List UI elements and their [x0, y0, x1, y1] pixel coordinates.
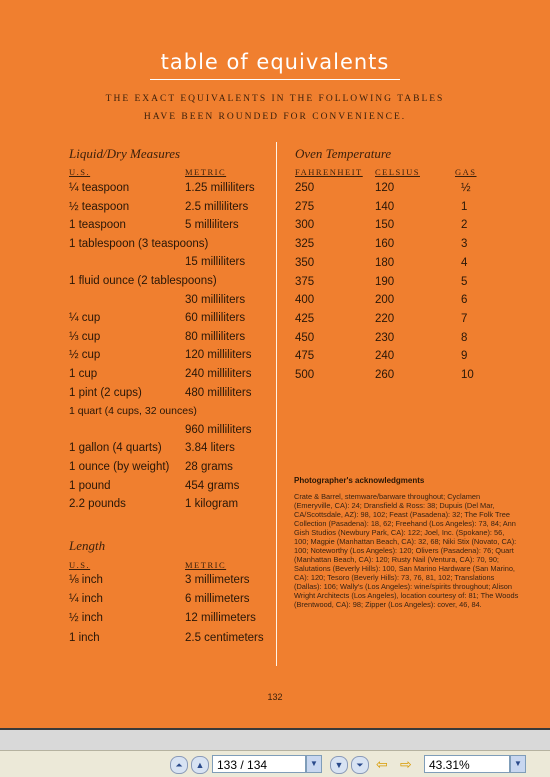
liquid-us-cell: 1 fluid ounce (2 tablespoons) — [69, 275, 217, 287]
forward-arrow-icon[interactable]: ⇨ — [400, 756, 412, 772]
page-number: 132 — [267, 692, 283, 702]
oven-celsius-cell: 120 — [375, 182, 395, 194]
page-title: table of equivalents — [160, 50, 390, 74]
viewer-toolbar — [0, 750, 550, 777]
oven-fahrenheit-cell: 325 — [295, 238, 315, 251]
oven-fahrenheit-cell: 250 — [295, 182, 315, 194]
column-divider — [276, 142, 277, 666]
previous-page-icon[interactable]: ▲ — [191, 756, 209, 774]
oven-fahrenheit-cell: 275 — [295, 200, 315, 213]
oven-gas-cell: 5 — [461, 275, 468, 288]
oven-gas-cell: 2 — [461, 219, 468, 232]
liquid-dry-heading: Liquid/Dry Measures — [69, 146, 181, 161]
page-dropdown-icon[interactable]: ▼ — [306, 755, 322, 773]
oven-celsius-cell: 260 — [375, 369, 395, 381]
liquid-us-cell: ½ cup — [69, 349, 101, 362]
oven-fahrenheit-cell: 500 — [295, 369, 315, 381]
liquid-metric-cell: 480 milliliters — [185, 386, 252, 399]
oven-gas-cell: 1 — [461, 200, 468, 213]
length-us-cell: ¼ inch — [69, 593, 103, 606]
liquid-us-cell: 1 ounce (by weight) — [69, 461, 170, 473]
oven-gas-cell: 10 — [461, 369, 474, 381]
oven-celsius-cell: 160 — [375, 238, 395, 251]
liquid-metric-cell: 5 milliliters — [185, 219, 239, 232]
liquid-us-cell: 1 quart (4 cups, 32 ounces) — [69, 405, 197, 418]
oven-col-fahrenheit: FAHRENHEIT — [295, 167, 363, 177]
page-number-input[interactable]: 133 / 134 — [212, 755, 306, 773]
oven-fahrenheit-cell: 425 — [295, 312, 315, 325]
liquid-metric-cell: 60 milliliters — [185, 312, 246, 325]
oven-gas-cell: ½ — [461, 182, 471, 194]
first-page-icon[interactable]: ⏶ — [170, 756, 188, 774]
length-metric-cell: 6 millimeters — [185, 593, 250, 606]
liquid-col-metric: METRIC — [185, 167, 227, 177]
length-us-cell: ⅛ inch — [69, 574, 103, 586]
liquid-us-cell: ½ teaspoon — [69, 200, 130, 213]
liquid-us-cell: 1 gallon (4 quarts) — [69, 442, 162, 455]
liquid-metric-cell: 454 grams — [185, 479, 240, 492]
liquid-metric-cell: 120 milliliters — [185, 349, 252, 362]
liquid-metric-cell: 28 grams — [185, 461, 233, 473]
title-rule — [150, 79, 400, 80]
liquid-col-us: U.S. — [69, 167, 91, 177]
liquid-metric-cell: 240 milliliters — [185, 368, 252, 380]
liquid-us-cell: ¼ cup — [69, 312, 101, 325]
subtitle-line-2: HAVE BEEN ROUNDED FOR CONVENIENCE. — [143, 112, 407, 122]
liquid-us-cell: 1 pound — [69, 479, 111, 492]
oven-gas-cell: 4 — [461, 256, 468, 269]
oven-celsius-cell: 150 — [375, 219, 395, 232]
oven-gas-cell: 7 — [461, 312, 468, 325]
oven-gas-cell: 9 — [461, 350, 468, 363]
length-us-cell: ½ inch — [69, 612, 103, 625]
last-page-icon[interactable]: ⏷ — [351, 756, 369, 774]
liquid-metric-cell: 2.5 milliliters — [185, 200, 249, 213]
oven-fahrenheit-cell: 300 — [295, 219, 315, 232]
liquid-us-cell: ¼ teaspoon — [69, 182, 130, 194]
oven-fahrenheit-cell: 350 — [295, 256, 315, 269]
oven-fahrenheit-cell: 375 — [295, 275, 315, 288]
length-metric-cell: 3 millimeters — [185, 574, 250, 586]
liquid-us-cell: 1 pint (2 cups) — [69, 386, 142, 399]
viewer-separator — [0, 728, 550, 750]
oven-celsius-cell: 180 — [375, 256, 395, 269]
length-col-metric: METRIC — [185, 560, 227, 570]
length-metric-cell: 12 millimeters — [185, 612, 256, 625]
oven-gas-cell: 6 — [461, 294, 468, 307]
oven-col-celsius: CELSIUS — [375, 167, 420, 177]
oven-celsius-cell: 240 — [375, 350, 395, 363]
liquid-metric-cell: 1 kilogram — [185, 498, 239, 511]
length-us-cell: 1 inch — [69, 631, 100, 644]
oven-gas-cell: 3 — [461, 238, 468, 251]
zoom-dropdown-icon[interactable]: ▼ — [510, 755, 526, 773]
liquid-us-cell: 1 tablespoon (3 teaspoons) — [69, 237, 209, 250]
liquid-metric-cell: 80 milliliters — [185, 330, 246, 343]
length-heading: Length — [69, 538, 106, 553]
oven-col-gas: GAS — [455, 167, 477, 177]
oven-fahrenheit-cell: 450 — [295, 331, 315, 344]
oven-celsius-cell: 200 — [375, 294, 395, 307]
oven-fahrenheit-cell: 400 — [295, 294, 315, 307]
acknowledgments-title: Photographer's acknowledgments — [294, 476, 425, 485]
liquid-metric-cell: 3.84 liters — [185, 442, 235, 455]
acknowledgments-body: Crate & Barrel, stemware/barware throughout; Cyclamen (Emeryville, CA): 24; Dransfield & Ross: 38; Dupuis (Del Mar, CA/Scottsdale, AZ): 98, 102; Feast (Pasadena): 32; The Folk Tree Collection (Pasadena): 18, 62; Freehand (Los Angeles): 73, 84; Ann Gish Studios (Newbury Park, CA): 122; Joel, Inc. (Spokane): 56, 100; Magpie (Manhattan Beach, CA): 32, 68; Niki Stix (Novato, CA): 100; Noteworthy (Los Angeles): 120; Olivers (Pasadena): 76; Quart (Manhattan Beach, CA): 120; Rusty Nail (Ventura, CA): 70, 90; Salutations (Beverly Hills): 100, San Marino Hardware (San Marino, CA): 120; Tesoro (Beverly Hills): 73, 76, 81, 102; Translations (Dallas): 106; Wally's (Los Angeles): wine/spirits throughout; Alison Wright Architects (Los Angeles), location courtesy of: 81; The Woods (Brentwood, CA): 98; Zipper (Los Angeles): cover, 46, 84. — [294, 492, 519, 609]
back-arrow-icon[interactable]: ⇦ — [376, 756, 388, 772]
oven-celsius-cell: 190 — [375, 275, 395, 288]
oven-heading: Oven Temperature — [295, 146, 392, 161]
length-metric-cell: 2.5 centimeters — [185, 631, 264, 644]
oven-fahrenheit-cell: 475 — [295, 350, 315, 363]
liquid-metric-cell: 960 milliliters — [185, 423, 252, 436]
next-page-icon[interactable]: ▼ — [330, 756, 348, 774]
oven-celsius-cell: 230 — [375, 331, 395, 344]
length-col-us: U.S. — [69, 560, 91, 570]
oven-celsius-cell: 140 — [375, 200, 395, 213]
liquid-us-cell: 2.2 pounds — [69, 498, 126, 511]
liquid-metric-cell: 15 milliliters — [185, 256, 246, 269]
liquid-us-cell: 1 teaspoon — [69, 219, 126, 232]
liquid-metric-cell: 1.25 milliliters — [185, 182, 255, 194]
oven-gas-cell: 8 — [461, 331, 468, 344]
liquid-metric-cell: 30 milliliters — [185, 293, 246, 306]
liquid-us-cell: 1 cup — [69, 368, 98, 380]
subtitle-line-1: THE EXACT EQUIVALENTS IN THE FOLLOWING TABLES — [105, 94, 445, 104]
zoom-input[interactable]: 43.31% — [424, 755, 510, 773]
liquid-us-cell: ⅓ cup — [69, 330, 101, 343]
oven-celsius-cell: 220 — [375, 312, 395, 325]
